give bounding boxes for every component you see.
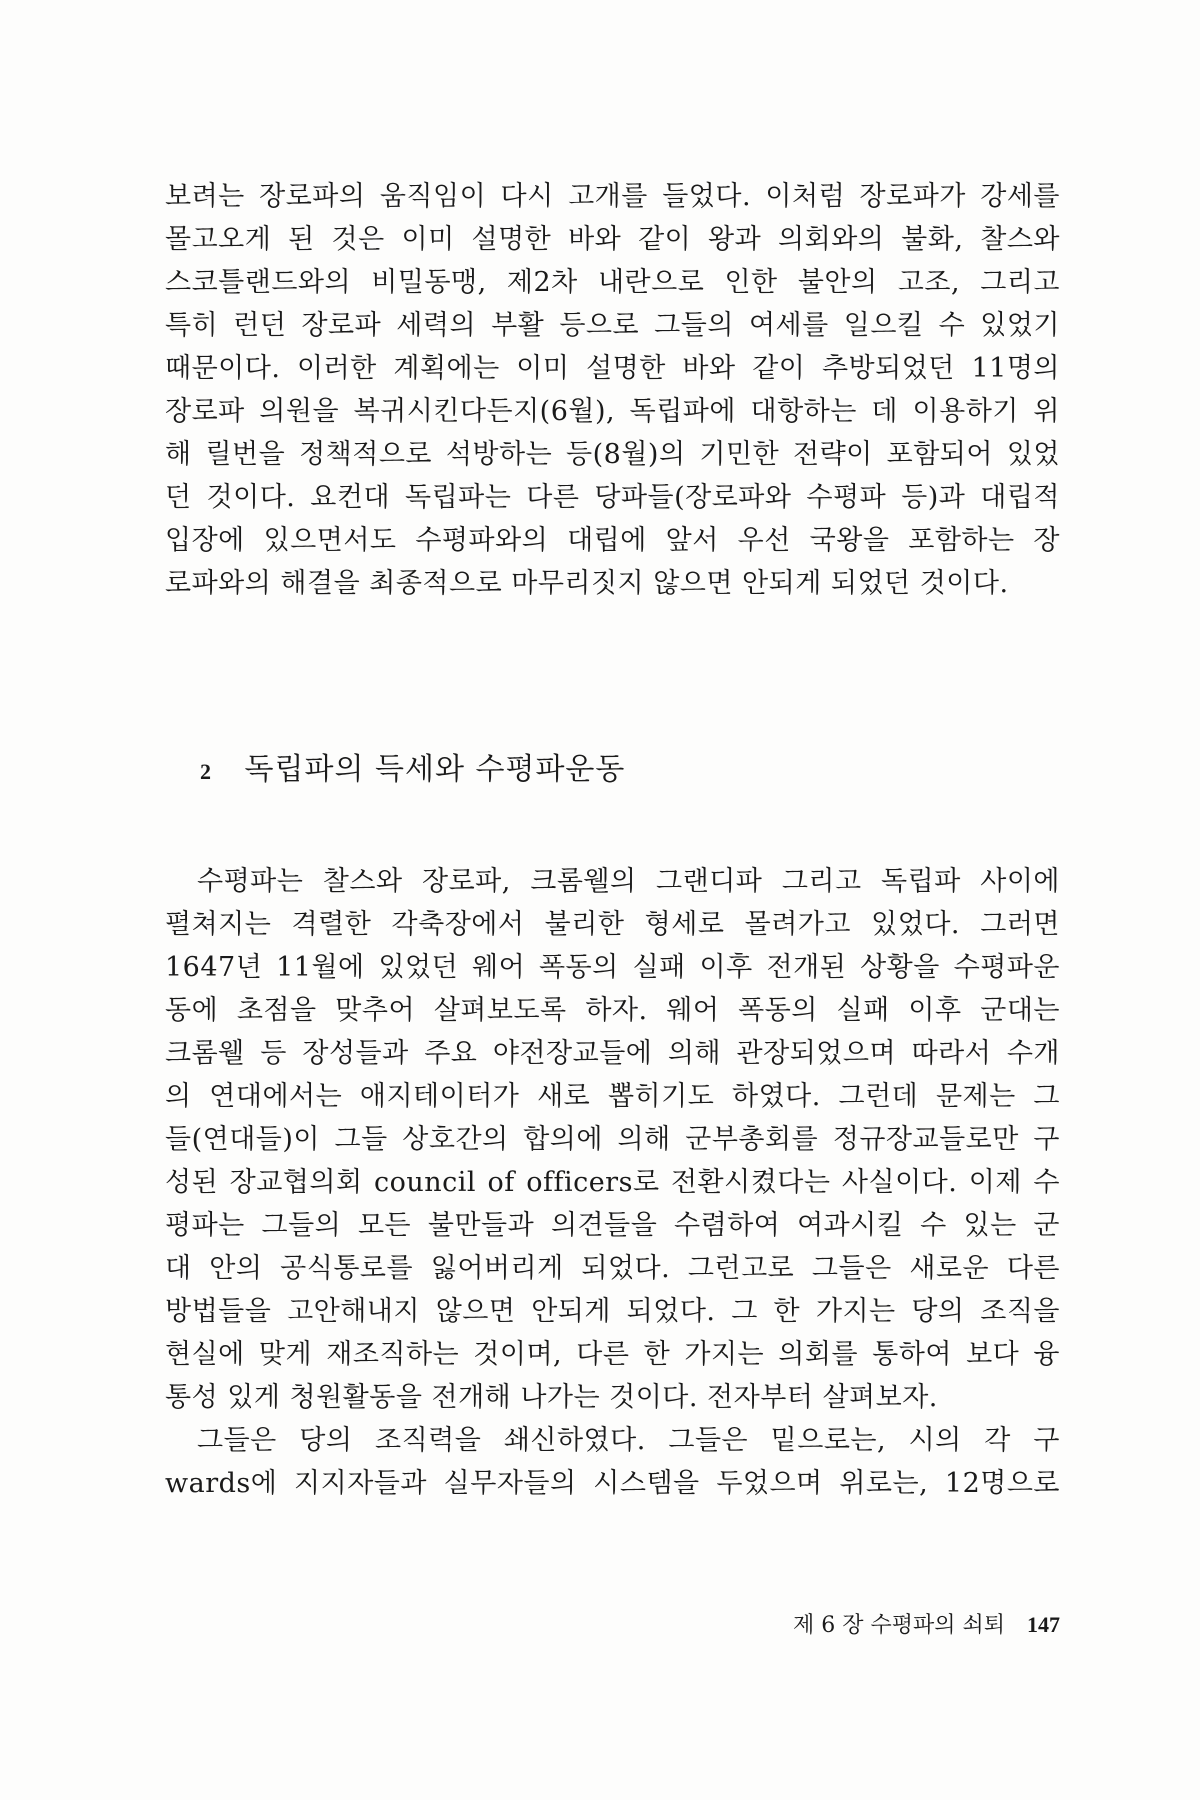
text-line: 통성 있게 청원활동을 전개해 나가는 것이다. 전자부터 살펴보자. [165,1382,938,1413]
text-line: wards에 지지자들과 실무자들의 시스템을 두었으며 위로는, 12명으로 [165,1468,1060,1499]
page-number: 147 [1027,1612,1060,1637]
text-line: 방법들을 고안해내지 않으면 안되게 되었다. 그 한 가지는 당의 조직을 [165,1296,1060,1327]
text-line: 동에 초점을 맞추어 살펴보도록 하자. 웨어 폭동의 실패 이후 군대는 [165,995,1060,1026]
section-heading [200,745,625,795]
text-line: 수평파는 찰스와 장로파, 크롬웰의 그랜디파 그리고 독립파 사이에 [197,866,1060,897]
text-line: 해 릴번을 정책적으로 석방하는 등(8월)의 기민한 전략이 포함되어 있었 [165,439,1060,470]
text-line: 평파는 그들의 모든 불만들과 의견들을 수렴하여 여과시킬 수 있는 군 [165,1210,1060,1241]
text-line: 현실에 맞게 재조직하는 것이며, 다른 한 가지는 의회를 통하여 보다 융 [165,1339,1060,1370]
text-line: 장로파 의원을 복귀시킨다든지(6월), 독립파에 대항하는 데 이용하기 위 [165,396,1060,427]
text-line: 때문이다. 이러한 계획에는 이미 설명한 바와 같이 추방되었던 11명의 [165,353,1060,384]
text-line: 로파와의 해결을 최종적으로 마무리짓지 않으면 안되게 되었던 것이다. [165,568,1009,599]
text-line: 1647년 11월에 있었던 웨어 폭동의 실패 이후 전개된 상황을 수평파운 [165,952,1060,983]
text-line: 특히 런던 장로파 세력의 부활 등으로 그들의 여세를 일으킬 수 있었기 [165,310,1060,341]
running-footer-chapter: 제 6 장 수평파의 쇠퇴 [793,1613,1005,1638]
text-line: 성된 장교협의회 council of officers로 전환시켰다는 사실이다. 이제 수 [165,1167,1060,1198]
text-line: 던 것이다. 요컨대 독립파는 다른 당파들(장로파와 수평파 등)과 대립적 [165,482,1060,513]
text-line: 의 연대에서는 애지테이터가 새로 뽑히기도 하였다. 그런데 문제는 그 [165,1081,1060,1112]
text-line: 입장에 있으면서도 수평파와의 대립에 앞서 우선 국왕을 포함하는 장 [165,525,1060,556]
paragraph-1 [165,175,1060,605]
text-line: 그들은 당의 조직력을 쇄신하였다. 그들은 밑으로는, 시의 각 구 [197,1425,1060,1456]
text-line: 스코틀랜드와의 비밀동맹, 제2차 내란으로 인한 불안의 고조, 그리고 [165,267,1060,298]
text-line: 크롬웰 등 장성들과 주요 야전장교들에 의해 관장되었으며 따라서 수개 [165,1038,1060,1069]
section-number: 2 [200,759,212,784]
page-footer [720,1605,1060,1645]
text-line: 보려는 장로파의 움직임이 다시 고개를 들었다. 이처럼 장로파가 강세를 [165,181,1060,212]
text-line: 몰고오게 된 것은 이미 설명한 바와 같이 왕과 의회와의 불화, 찰스와 [165,224,1060,255]
paragraph-2 [165,860,1060,1505]
section-title: 독립파의 득세와 수평파운동 [244,752,626,787]
text-line: 펼쳐지는 격렬한 각축장에서 불리한 형세로 몰려가고 있었다. 그러면 [165,909,1060,940]
text-line: 들(연대들)이 그들 상호간의 합의에 의해 군부총회를 정규장교들로만 구 [165,1124,1060,1155]
text-line: 대 안의 공식통로를 잃어버리게 되었다. 그런고로 그들은 새로운 다른 [165,1253,1060,1284]
